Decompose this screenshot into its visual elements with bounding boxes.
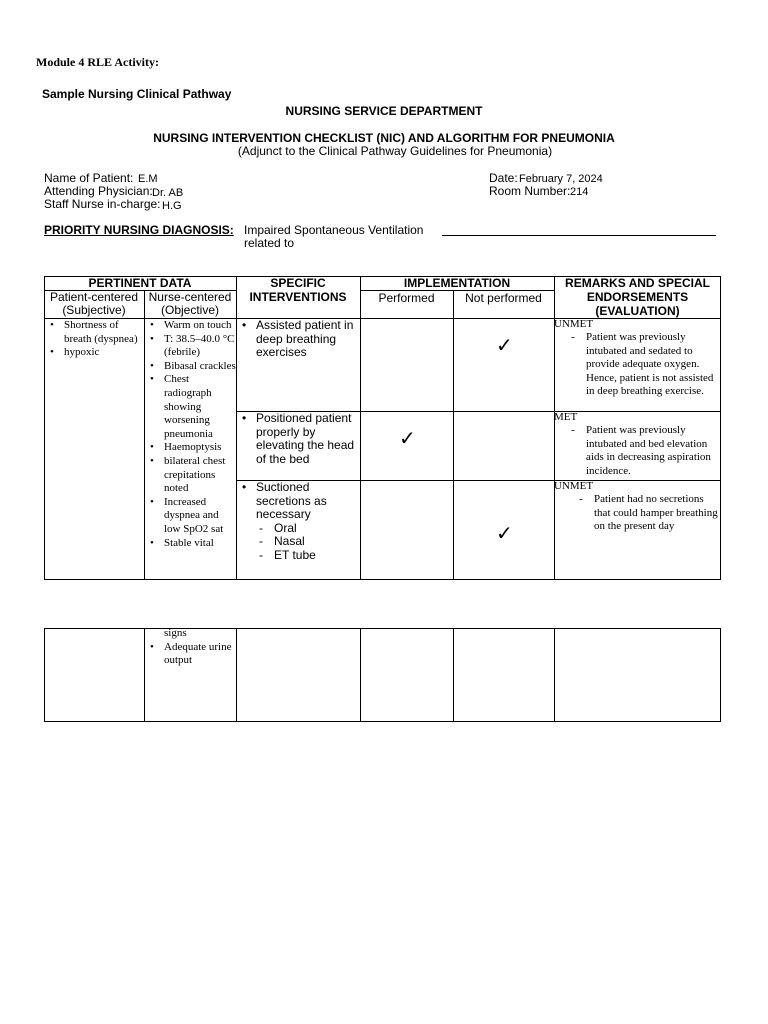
objective-item-continued: signs [164, 627, 187, 639]
table2-col-line-3 [360, 628, 361, 722]
col-line-2 [236, 276, 237, 580]
objective-data-cell [146, 319, 236, 550]
diagnosis-blank-line [442, 235, 716, 236]
objective-item: • T: 38.5–40.0 °C (febrile) [146, 333, 236, 360]
remark-3-cell [554, 480, 720, 534]
objective-item: • Bibasal crackles [146, 360, 236, 374]
header-objective-line2: (Objective) [160, 303, 219, 317]
patient-name-label: Name of Patient: [44, 171, 134, 185]
objective-item: • Increased dyspnea and low SpO2 sat [146, 496, 236, 537]
header-implementation: IMPLEMENTATION [403, 276, 511, 290]
intervention-2-cell [238, 412, 358, 466]
objective-item: • Stable vital [146, 537, 236, 551]
subjective-item: • hypoxic [46, 346, 144, 360]
intervention-1-cell [238, 319, 358, 360]
subjective-data-cell [46, 319, 144, 360]
physician-label: Attending Physician: [44, 184, 153, 198]
intervention-subitem: - Nasal [256, 535, 358, 549]
remark-2-cell [554, 411, 720, 478]
header-remarks-line3: (EVALUATION) [595, 304, 680, 318]
header-pertinent-data: PERTINENT DATA [88, 276, 192, 290]
diagnosis-line2: related to [244, 236, 295, 250]
nurse-label: Staff Nurse in-charge: [44, 197, 161, 211]
intervention-text: • Suctioned secretions as necessary [238, 481, 358, 522]
subtitle: Sample Nursing Clinical Pathway [42, 87, 232, 101]
remark-text: - Patient was previously intubated and bed elevation aids in decreasing aspiration incidence. [568, 424, 720, 478]
objective-data-continued-cell [146, 627, 236, 668]
subjective-item: • Shortness of breath (dyspnea) [46, 319, 144, 346]
intervention-subitem: - Oral [256, 522, 358, 536]
date-value: February 7, 2024 [519, 173, 603, 185]
table2-col-line-4 [453, 628, 454, 722]
physician-value: Dr. AB [152, 187, 184, 199]
table2-border-right [720, 628, 721, 722]
check-icon: ✓ [399, 426, 416, 450]
remark-1-cell [554, 318, 720, 398]
header-performed: Performed [378, 291, 435, 305]
remark-text: - Patient was previously intubated and sedated to provide adequate oxygen. Hence, patient is not assisted in deep breathing exercise. [568, 331, 720, 398]
module-title: Module 4 RLE Activity: [36, 55, 159, 69]
table-border-left [44, 276, 45, 580]
table2-col-line-5 [554, 628, 555, 722]
header-objective-line1: Nurse-centered [148, 290, 232, 304]
table-border-right [720, 276, 721, 580]
header-not-performed: Not performed [465, 291, 542, 305]
objective-item: • Haemoptysis [146, 441, 236, 455]
remark-status: UNMET [554, 480, 594, 492]
header-remarks-line2: ENDORSEMENTS [586, 290, 689, 304]
remark-status: MET [554, 411, 578, 423]
intervention-text: • Assisted patient in deep breathing exercises [238, 319, 358, 360]
col-line-3 [360, 276, 361, 580]
col-line-4 [453, 290, 454, 580]
header-objective [144, 291, 236, 317]
table2-border-bottom [44, 721, 721, 722]
remark-text: - Patient had no secretions that could hamper breathing on the present day [576, 493, 720, 533]
department-title: NURSING SERVICE DEPARTMENT [285, 104, 483, 118]
room-label: Room Number: [489, 184, 571, 198]
objective-item: • bilateral chest crepitations noted [146, 455, 236, 496]
header-remarks-line1: REMARKS AND SPECIAL [565, 276, 710, 290]
intervention-text: • Positioned patient properly by elevating the head of the bed [238, 412, 358, 466]
objective-item: • Chest radiograph showing worsening pneumonia [146, 373, 236, 441]
header-specific-line1: SPECIFIC [270, 276, 326, 290]
table2-col-line-2 [236, 628, 237, 722]
header-subjective [44, 291, 144, 317]
header-subjective-line1: Patient-centered [49, 290, 139, 304]
diagnosis-line1: Impaired Spontaneous Ventilation [244, 223, 424, 237]
patient-name-value: E.M [138, 173, 158, 185]
date-label: Date: [489, 171, 518, 185]
room-value: 214 [570, 186, 589, 198]
col-line-1 [144, 290, 145, 580]
check-icon: ✓ [496, 521, 513, 545]
intervention-3-cell [238, 481, 358, 563]
header-specific-interventions [236, 276, 360, 304]
checklist-title: NURSING INTERVENTION CHECKLIST (NIC) AND ALGORITHM FOR PNEUMONIA [153, 131, 615, 145]
table2-border-left [44, 628, 45, 722]
diagnosis-label: PRIORITY NURSING DIAGNOSIS: [44, 223, 234, 237]
table-border-bottom [44, 579, 721, 580]
remark-status: UNMET [554, 318, 594, 330]
header-specific-line2: INTERVENTIONS [249, 290, 347, 304]
intervention-subitem: - ET tube [256, 549, 358, 563]
header-subjective-line2: (Subjective) [62, 303, 126, 317]
objective-item: • Warm on touch [146, 319, 236, 333]
table2-col-line-1 [144, 628, 145, 722]
checklist-subtitle: (Adjunct to the Clinical Pathway Guidelines for Pneumonia) [237, 144, 553, 158]
objective-item: • Adequate urine output [146, 641, 236, 668]
header-remarks [554, 276, 721, 318]
nurse-value: H.G [162, 200, 182, 212]
check-icon: ✓ [496, 333, 513, 357]
